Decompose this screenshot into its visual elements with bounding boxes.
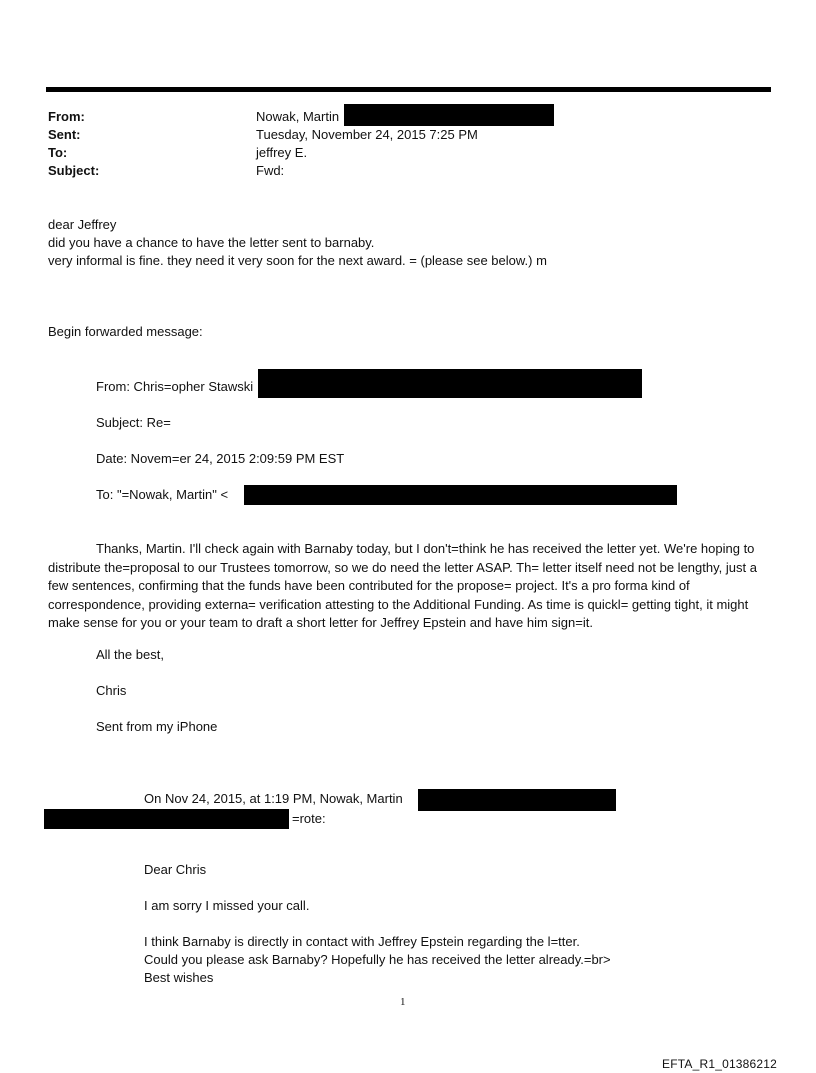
body-line: dear Jeffrey bbox=[48, 217, 117, 232]
from-label: From: bbox=[48, 109, 85, 124]
body-line: very informal is fine. they need it very soon for the next award. = (please see below.) m bbox=[48, 253, 547, 268]
to-label: To: bbox=[48, 145, 68, 160]
fwd-paragraph: Thanks, Martin. I'll check again with Barnaby today, but I don't=think he has received the letter yet. We're hoping to distribute the=proposal to our Trustees tomorrow, so we do need the letter ASAP. Th= letter itself need not be lengthy, just a few sentences, confirming that the funds have been contributed for the propose= project. It's a pro forma kind of correspondence, providing externa= verification attesting to the Additional Funding. As time is quickl= getting tight, it might make sense for you or your team to draft a short letter for Jeffrey Epstein and have him sign=it. bbox=[48, 541, 757, 630]
subject-label: Subject: bbox=[48, 163, 100, 178]
page-number: 1 bbox=[400, 996, 406, 1008]
redaction-box bbox=[244, 485, 677, 505]
sent-value: Tuesday, November 24, 2015 7:25 PM bbox=[256, 127, 478, 142]
quoted-wrote: =rote: bbox=[292, 811, 326, 826]
begin-forwarded: Begin forwarded message: bbox=[48, 324, 203, 339]
fwd-date: Date: Novem=er 24, 2015 2:09:59 PM EST bbox=[96, 451, 345, 466]
quoted-line: I think Barnaby is directly in contact with Jeffrey Epstein regarding the l=tter. bbox=[144, 934, 580, 949]
header-rule bbox=[46, 87, 771, 92]
quoted-line: Best wishes bbox=[144, 970, 214, 985]
from-value: Nowak, Martin bbox=[256, 109, 340, 124]
fwd-to: To: "=Nowak, Martin" < bbox=[96, 487, 229, 502]
fwd-signature: Sent from my iPhone bbox=[96, 719, 218, 734]
quoted-line: I am sorry I missed your call. bbox=[144, 898, 310, 913]
fwd-closing: All the best, bbox=[96, 647, 164, 662]
to-value: jeffrey E. bbox=[256, 145, 308, 160]
body-line: did you have a chance to have the letter sent to barnaby. bbox=[48, 235, 375, 250]
redaction-box bbox=[344, 104, 554, 126]
redaction-box bbox=[44, 809, 289, 829]
quoted-line: Could you please ask Barnaby? Hopefully he has received the letter already.=br> bbox=[144, 952, 611, 967]
quoted-greeting: Dear Chris bbox=[144, 862, 207, 877]
subject-value: Fwd: bbox=[256, 163, 285, 178]
fwd-from: From: Chris=opher Stawski bbox=[96, 379, 254, 394]
sent-label: Sent: bbox=[48, 127, 81, 142]
redaction-box bbox=[418, 789, 616, 811]
document-id: EFTA_R1_01386212 bbox=[662, 1057, 778, 1071]
fwd-name: Chris bbox=[96, 683, 127, 698]
fwd-subject: Subject: Re= bbox=[96, 415, 171, 430]
quoted-intro: On Nov 24, 2015, at 1:19 PM, Nowak, Martin bbox=[144, 791, 403, 806]
redaction-box bbox=[258, 369, 642, 398]
